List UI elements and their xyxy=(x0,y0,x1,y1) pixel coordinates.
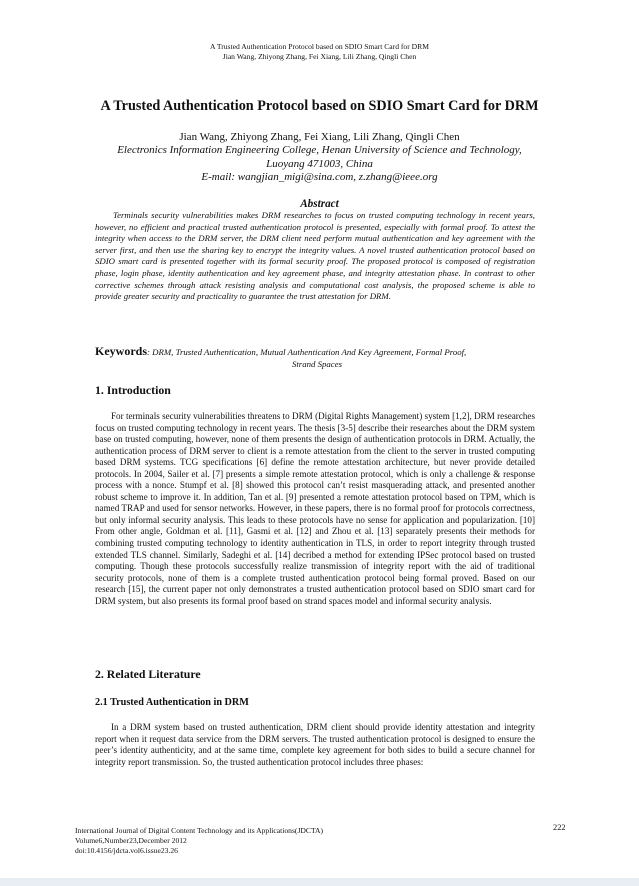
introduction-paragraph: For terminals security vulnerabilities threatens to DRM (Digital Rights Management) system [1,2], DRM researches focus on trusted computing technology in recent years. The thesis [3-5] describe their researches about the DRM system base on trusted computing, however, none of them presents the design of authentication protocols in DRM. Actually, the authentication process of DRM server to client is a remote attestation from the client to the server in trusted computing based DRM systems. TCG specifications [6] define the remote attestation architecture, but never provide detailed protocols. In 2004, Sailer et al. [7] presents a simple remote attestation protocol, which is only a challenge & response process with a nonce. Stumpf et al. [8] showed this protocol can’t resist masquerading attack, and presented another robust scheme to improve it. In addition, Tan et al. [9] presented a remote attestation protocol based on TPM, which is named TRAP and used for sensor networks. However, in these papers, there is no formal proof for protocols correctness, but only informal security analysis. This leads to these protocols have no sense for application and popularization. [10] From other angle, Goldman et al. [11], Gasmi et al. [12] and Zhou et al. [13] separately presents their methods for combining trusted computing technology to identity authentication in TLS, in order to report integrity through trusted extended TLS channel. Similarly, Sadeghi et al. [14] decribed a method for extending IPSec protocol based on trusted computing. Though these protocols successfully realize transmission of integrity report with the aid of traditional security protocols, none of them is a complete trusted authentication protocol being formal proved. Based on our research [15], the current paper not only demonstrates a trusted authentication protocol based on SDIO smart card for DRM system, but also presents its formal proof based on strand spaces model and informal security analysis. xyxy=(95,411,535,606)
abstract-heading: Abstract xyxy=(300,198,339,210)
running-head-authors: Jian Wang, Zhiyong Zhang, Fei Xiang, Lili Zhang, Qingli Chen xyxy=(222,52,417,61)
running-head-title: A Trusted Authentication Protocol based on SDIO Smart Card for DRM xyxy=(210,42,429,51)
footer-volume: Volume6,Number23,December 2012 xyxy=(75,836,187,846)
subsection-paragraph: In a DRM system based on trusted authentication, DRM client should provide identity attestation and integrity report when it request data service from the DRM servers. The trusted authentication protocol is designed to ensure the peer’s identity authenticity, and at the same time, complete key agreement for both sides to build a secure channel for integrity report transmission. So, the trusted authentication protocol includes three phases: xyxy=(95,722,535,767)
paper-title: A Trusted Authentication Protocol based on SDIO Smart Card for DRM xyxy=(100,98,539,114)
running-head xyxy=(0,42,639,62)
keywords xyxy=(95,346,539,371)
journal-footer xyxy=(75,826,323,857)
contact-emails: E-mail: wangjian_migi@sina.com, z.zhang@ieee.org xyxy=(201,171,438,183)
affiliation-line-2: Luoyang 471003, China xyxy=(266,157,373,170)
page-number: 222 xyxy=(553,823,566,832)
footer-doi: doi:10.4156/jdcta.vol6.issue23.26 xyxy=(75,846,178,856)
viewer-bottom-strip xyxy=(0,878,639,886)
subsection-heading-trusted-authentication: 2.1 Trusted Authentication in DRM xyxy=(95,697,249,708)
affiliation xyxy=(40,144,599,185)
footer-journal-name: International Journal of Digital Content Technology and its Applications(JDCTA) xyxy=(75,826,324,835)
keywords-text: : DRM, Trusted Authentication, Mutual Authentication And Key Agreement, Formal Proof, xyxy=(147,347,467,357)
section-heading-introduction: 1. Introduction xyxy=(95,383,171,397)
section-heading-related-literature: 2. Related Literature xyxy=(95,667,201,681)
author-list: Jian Wang, Zhiyong Zhang, Fei Xiang, Lili Zhang, Qingli Chen xyxy=(179,131,460,143)
keywords-text-last: Strand Spaces xyxy=(291,358,343,369)
keywords-label: Keywords xyxy=(95,344,147,358)
affiliation-line-1: Electronics Information Engineering College, Henan University of Science and Technology, xyxy=(117,144,522,156)
abstract-text: Terminals security vulnerabilities makes DRM researches to focus on trusted computing technology in recent years, however, no efficient and practical trusted authentication protocol is presented, especially with formal proof. To attest the integrity when access to the DRM server, the DRM client need perform mutual authentication and key agreement with the server first, and then use the sharing key to encrypt the integrity values. A novel trusted authentication protocol based on SDIO smart card is presented together with its formal security proof. The proposed protocol is composed of registration phase, login phase, identity authentication and key agreement phase, and integrity attestation phase. In contrast to other corrective schemes through attack resisting analysis and computational cost analysis, the proposed scheme is able to provide greater security and practicality to guarantee the trust attestation for DRM. xyxy=(95,210,535,302)
